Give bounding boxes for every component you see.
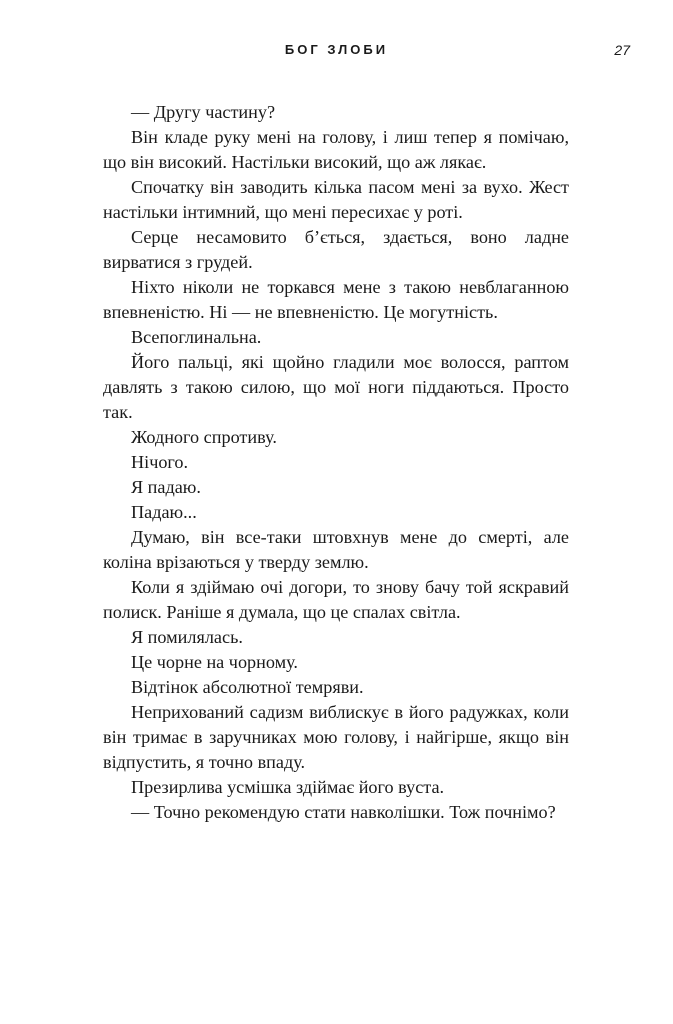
running-head: БОГ ЗЛОБИ: [284, 42, 389, 57]
paragraph: Це чорне на чорному.: [131, 652, 298, 672]
paragraph: Коли я здіймаю очі догори, то знову бачу той яскравий полиск. Раніше я думала, що це спалах світла.: [103, 577, 569, 622]
paragraph: Відтінок абсолютної темряви.: [131, 677, 364, 697]
paragraph: Серце несамовито б’ється, здається, воно ладне вирватися з грудей.: [103, 227, 569, 272]
paragraph: Він кладе руку мені на голову, і лиш тепер я помічаю, що він високий. Настільки високий, що аж лякає.: [103, 127, 569, 172]
paragraph: Неприхований садизм виблискує в його радужках, коли він тримає в заручниках мою голову, і найгірше, якщо він відпустить, я точно впаду.: [103, 702, 569, 772]
paragraph: Падаю...: [131, 502, 197, 522]
paragraph: Я помилялась.: [131, 627, 243, 647]
paragraph: Ніхто ніколи не торкався мене з такою невблаганною впевненістю. Ні — не впевненістю. Це могутність.: [103, 277, 569, 322]
paragraph: Всепоглинальна.: [131, 327, 262, 347]
paragraph: Думаю, він все-таки штовхнув мене до смерті, але коліна врізаються у тверду землю.: [103, 527, 569, 572]
paragraph: Нічого.: [131, 452, 189, 472]
text-body: [103, 100, 569, 825]
page-number: 27: [614, 42, 630, 58]
paragraph: Жодного спротиву.: [131, 427, 277, 447]
paragraph: — Другу частину?: [131, 102, 276, 122]
paragraph: Я падаю.: [131, 477, 201, 497]
paragraph: — Точно рекомендую стати навколішки. Тож почнімо?: [131, 802, 556, 822]
paragraph: Його пальці, які щойно гладили моє волосся, раптом давлять з такою силою, що мої ноги піддаються. Просто так.: [103, 352, 569, 422]
paragraph: Спочатку він заводить кілька пасом мені за вухо. Жест настільки інтимний, що мені пересихає у роті.: [103, 177, 569, 222]
paragraph: Презирлива усмішка здіймає його вуста.: [131, 777, 445, 797]
